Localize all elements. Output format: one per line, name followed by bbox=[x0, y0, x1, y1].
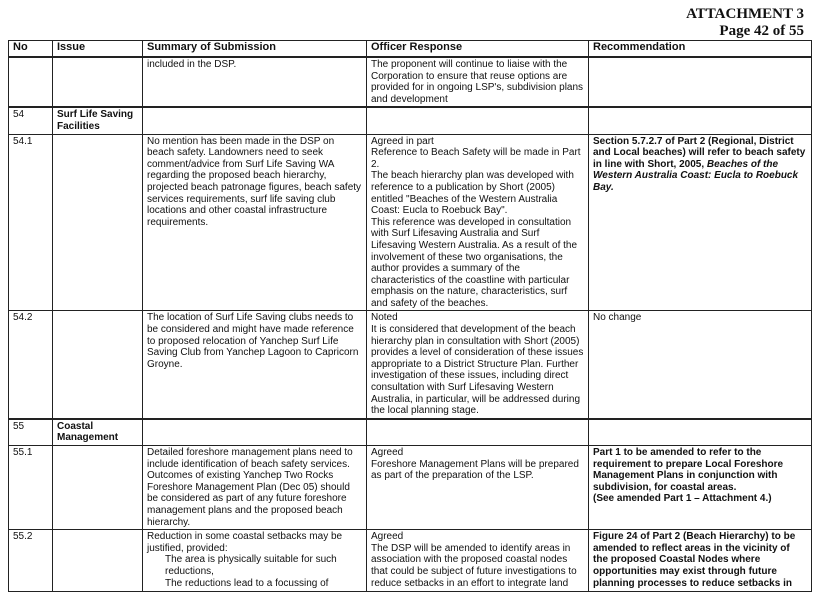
cell-empty bbox=[589, 107, 812, 134]
cell-issue: Coastal Management bbox=[53, 419, 143, 446]
cell-recommendation bbox=[589, 446, 812, 530]
response-line: Agreed bbox=[371, 447, 404, 458]
cell-no: 54.2 bbox=[9, 311, 53, 419]
col-header-issue: Issue bbox=[53, 41, 143, 58]
cell-empty bbox=[143, 107, 367, 134]
response-line: Reference to Beach Safety will be made in Part 2. bbox=[371, 147, 581, 170]
cell-no: 54.1 bbox=[9, 134, 53, 311]
cell-response: The proponent will continue to liaise with the Corporation to ensure that reuse options are provided for in ongoing LSP's, subdivision plans and development bbox=[367, 57, 589, 107]
response-line: Foreshore Management Plans will be prepared as part of the preparation of the LSP. bbox=[371, 458, 579, 482]
cell-no: 55.1 bbox=[9, 446, 53, 530]
cell-issue bbox=[53, 134, 143, 311]
col-header-no: No bbox=[9, 41, 53, 58]
cell-empty bbox=[367, 419, 589, 446]
cell-recommendation: No change bbox=[589, 311, 812, 419]
table-row bbox=[9, 311, 812, 419]
cell-no: 55 bbox=[9, 419, 53, 446]
col-header-recommendation: Recommendation bbox=[589, 41, 812, 58]
cell-recommendation bbox=[589, 57, 812, 107]
response-line: Agreed bbox=[371, 531, 404, 543]
table-row bbox=[9, 446, 812, 530]
col-header-response: Officer Response bbox=[367, 41, 589, 58]
cell-empty bbox=[143, 419, 367, 446]
response-line: Agreed in part bbox=[371, 135, 434, 147]
cell-summary: The location of Surf Life Saving clubs needs to be considered and might have made reference to proposed relocation of Yanchep Surf Life Saving Club from Yanchep Lagoon to Capricorn Groyne. bbox=[143, 311, 367, 419]
cell-issue bbox=[53, 311, 143, 419]
attachment-label: ATTACHMENT 3 bbox=[686, 6, 804, 22]
cell-recommendation: Figure 24 of Part 2 (Beach Hierarchy) to be amended to reflect areas in the vicinity of the proposed Coastal Nodes where opportunities may exist through future planning processes to reduce setbacks in bbox=[589, 530, 812, 592]
cell-response bbox=[367, 446, 589, 530]
response-line: It is considered that development of the beach hierarchy plan in consultation with Short (2005) provides a level of consideration of these issues appropriate to a District Structure Plan. Further investigation of these issues, including direct consultation with Surf Lifesaving Western Australia, in particular, will be addressed during the local planning stage. bbox=[371, 324, 584, 417]
recommendation-line: (See amended Part 1 – Attachment 4.) bbox=[593, 493, 772, 505]
recommendation-text: Section 5.7.2.7 of Part 2 (Regional, District and Local beaches) will refer to beach safety in line with Short, 2005, bbox=[593, 135, 806, 170]
table-row bbox=[9, 530, 812, 592]
cell-issue bbox=[53, 446, 143, 530]
response-line: This reference was developed in consultation with Surf Lifesaving Australia and Surf Lifesaving Western Australia. As a result of the involvement of these two organisations, the author provides a summary of the characteristics of the coastline with particular emphasis on the nature, characteristics, surf and safety of the beaches. bbox=[371, 216, 578, 309]
cell-response bbox=[367, 311, 589, 419]
recommendation-title: Beaches of the Western Australia Coast: Eucla to Roebuck Bay. bbox=[593, 158, 799, 193]
table-row bbox=[9, 57, 812, 107]
summary-line: The reductions lead to a focussing of bbox=[165, 577, 329, 589]
cell-recommendation bbox=[589, 134, 812, 311]
col-header-summary: Summary of Submission bbox=[143, 41, 367, 58]
summary-line: The area is physically suitable for such reductions, bbox=[165, 554, 337, 577]
cell-issue bbox=[53, 57, 143, 107]
cell-response bbox=[367, 134, 589, 311]
response-line: The DSP will be amended to identify areas in association with the proposed coastal nodes that could be subject of future investigations to reduce setbacks in an effort to integrate land bbox=[371, 542, 577, 589]
cell-no: 54 bbox=[9, 107, 53, 134]
cell-summary: included in the DSP. bbox=[143, 57, 367, 107]
cell-summary bbox=[143, 530, 367, 592]
cell-issue bbox=[53, 530, 143, 592]
summary-line: Reduction in some coastal setbacks may be justified, provided: bbox=[147, 531, 343, 554]
response-line: Noted bbox=[371, 312, 398, 324]
cell-no bbox=[9, 57, 53, 107]
cell-empty bbox=[589, 419, 812, 446]
response-line: The beach hierarchy plan was developed with reference to a publication by Short (2005) entitled "Beaches of the Western Australia Coast: Eucla to Roebuck Bay". bbox=[371, 170, 574, 217]
table-row-section-55 bbox=[9, 419, 812, 446]
cell-summary: Detailed foreshore management plans need to include identification of beach safety services. Outcomes of existing Yanchep Two Rocks Foreshore Management Plan (Dec 05) should be considered as part of any future foreshore management plans and the proposed beach hierarchy. bbox=[143, 446, 367, 530]
table-row bbox=[9, 134, 812, 311]
recommendation-line: Part 1 to be amended to refer to the requirement to prepare Local Foreshore Management Plans in conjunction with subdivision, for coastal areas. bbox=[593, 447, 784, 493]
attachment-header bbox=[686, 6, 804, 40]
cell-empty bbox=[367, 107, 589, 134]
submissions-table bbox=[8, 40, 812, 592]
table-header-row bbox=[9, 41, 812, 58]
cell-no: 55.2 bbox=[9, 530, 53, 592]
cell-summary: No mention has been made in the DSP on beach safety. Landowners need to seek comment/advice from Surf Life Saving WA regarding the proposed beach hierarchy, projected beach patronage figures, beach safety services requirements, surf life saving club locations and other coastal infrastructure requirements. bbox=[143, 134, 367, 311]
table-row-section-54 bbox=[9, 107, 812, 134]
page-number: Page 42 of 55 bbox=[719, 23, 804, 39]
cell-response bbox=[367, 530, 589, 592]
cell-issue: Surf Life Saving Facilities bbox=[53, 107, 143, 134]
